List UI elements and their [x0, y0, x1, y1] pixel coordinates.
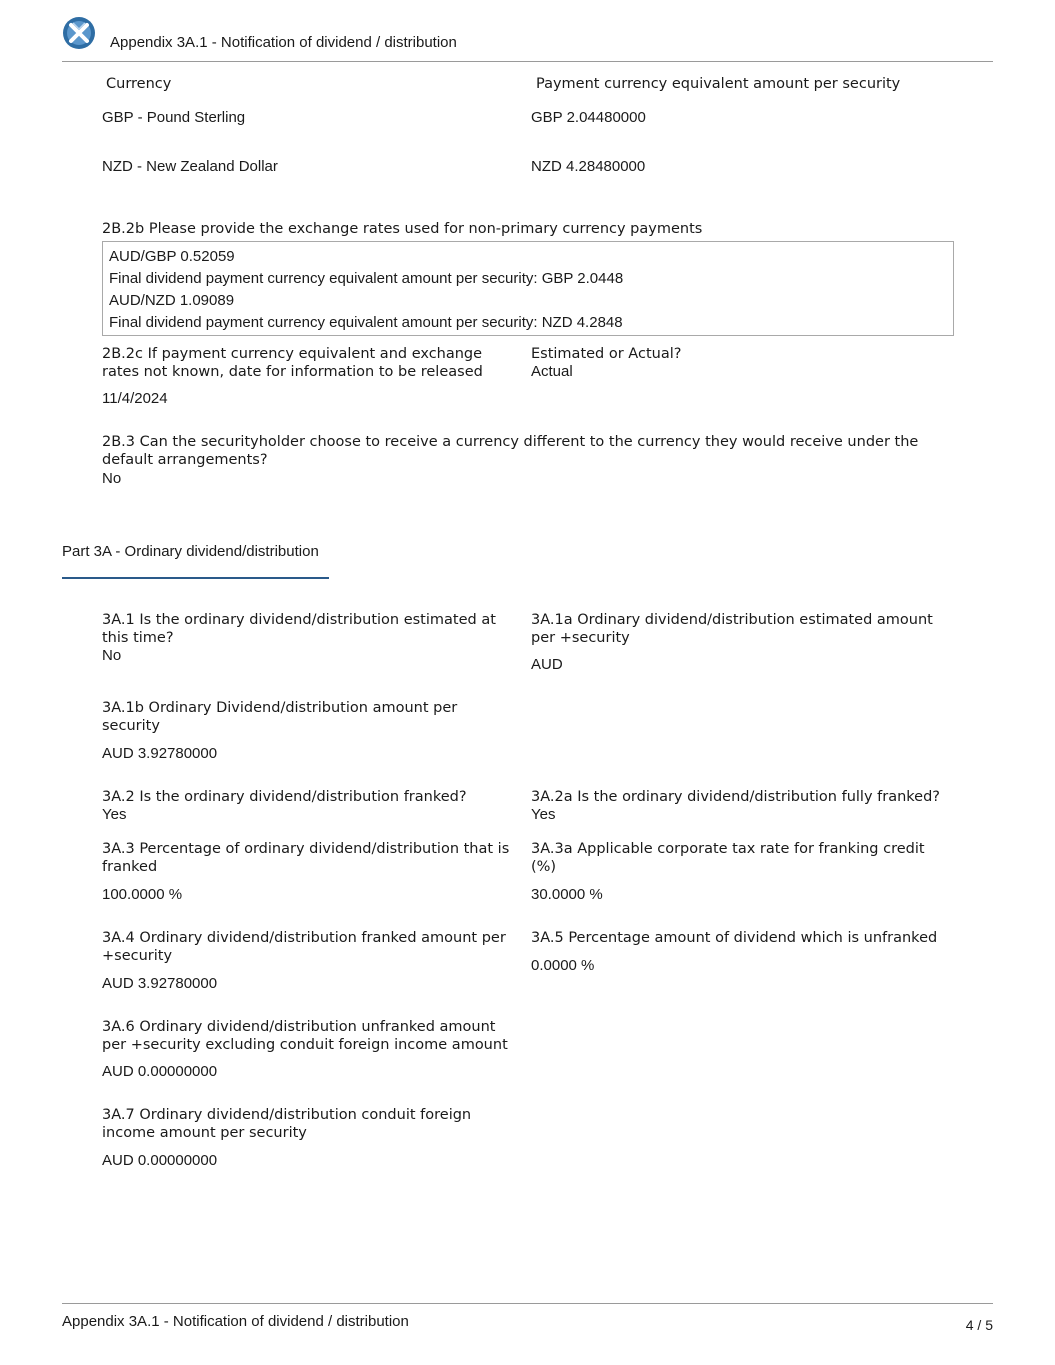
question-3a3-value: 100.0000 %	[102, 886, 183, 903]
estimated-actual-value: Actual	[531, 363, 573, 380]
question-3a4-label: 3A.4 Ordinary dividend/distribution franked amount per +security	[102, 930, 506, 964]
part-3a-underline	[62, 577, 329, 579]
question-3a5-label: 3A.5 Percentage amount of dividend which is unfranked	[531, 930, 938, 946]
question-3a3a-value: 30.0000 %	[531, 886, 603, 903]
currency-row-gbp-name: GBP - Pound Sterling	[102, 109, 246, 126]
asx-logo-icon	[62, 16, 96, 50]
exchange-rate-line: AUD/GBP 0.52059	[109, 248, 235, 265]
question-3a2-label: 3A.2 Is the ordinary dividend/distribution franked?	[102, 789, 467, 805]
question-3a7-label: 3A.7 Ordinary dividend/distribution conduit foreign income amount per security	[102, 1107, 472, 1141]
estimated-actual-label: Estimated or Actual?	[531, 346, 682, 362]
page-footer-title: Appendix 3A.1 - Notification of dividend / distribution	[62, 1313, 409, 1330]
question-2b2c-label: 2B.2c If payment currency equivalent and exchange rates not known, date for information to be released	[102, 346, 483, 380]
question-3a3a-label: 3A.3a Applicable corporate tax rate for franking credit (%)	[531, 841, 925, 875]
exchange-rate-line: Final dividend payment currency equivalent amount per security: NZD 4.2848	[109, 314, 623, 331]
currency-row-gbp-amount: GBP 2.04480000	[531, 109, 646, 126]
question-3a5-value: 0.0000 %	[531, 957, 595, 974]
question-3a7-value: AUD 0.00000000	[102, 1152, 218, 1169]
question-3a1a-value: AUD	[531, 656, 563, 673]
question-3a1-value: No	[102, 647, 122, 664]
question-3a1-label: 3A.1 Is the ordinary dividend/distribution estimated at this time?	[102, 612, 496, 646]
question-3a6-value: AUD 0.00000000	[102, 1063, 218, 1080]
exchange-rate-line: Final dividend payment currency equivalent amount per security: GBP 2.0448	[109, 270, 624, 287]
question-3a4-value: AUD 3.92780000	[102, 975, 218, 992]
question-3a2a-label: 3A.2a Is the ordinary dividend/distribution fully franked?	[531, 789, 940, 805]
page-header-title: Appendix 3A.1 - Notification of dividend / distribution	[110, 34, 457, 51]
question-2b2b-label: 2B.2b Please provide the exchange rates used for non-primary currency payments	[102, 221, 703, 237]
footer-divider	[62, 1303, 993, 1304]
question-2b3-value: No	[102, 470, 122, 487]
question-3a1b-label: 3A.1b Ordinary Dividend/distribution amount per security	[102, 700, 458, 734]
question-3a1b-value: AUD 3.92780000	[102, 745, 218, 762]
question-3a1a-label: 3A.1a Ordinary dividend/distribution estimated amount per +security	[531, 612, 933, 646]
question-2b3-label: 2B.3 Can the securityholder choose to receive a currency different to the currency they would receive under the default arrangements?	[102, 434, 919, 468]
currency-row-nzd-amount: NZD 4.28480000	[531, 158, 646, 175]
exchange-rates-box	[102, 241, 954, 336]
question-3a6-label: 3A.6 Ordinary dividend/distribution unfranked amount per +security excluding conduit foreign income amount	[102, 1019, 508, 1053]
amount-column-header: Payment currency equivalent amount per security	[536, 76, 901, 92]
question-3a2a-value: Yes	[531, 806, 556, 823]
exchange-rate-line: AUD/NZD 1.09089	[109, 292, 235, 309]
question-3a2-value: Yes	[102, 806, 127, 823]
header-divider	[62, 61, 993, 62]
question-2b2c-value: 11/4/2024	[102, 390, 168, 407]
currency-column-header: Currency	[106, 76, 172, 92]
question-3a3-label: 3A.3 Percentage of ordinary dividend/distribution that is franked	[102, 841, 510, 875]
currency-row-nzd-name: NZD - New Zealand Dollar	[102, 158, 278, 175]
part-3a-title: Part 3A - Ordinary dividend/distribution	[62, 543, 319, 560]
page-number: 4 / 5	[965, 1317, 993, 1333]
